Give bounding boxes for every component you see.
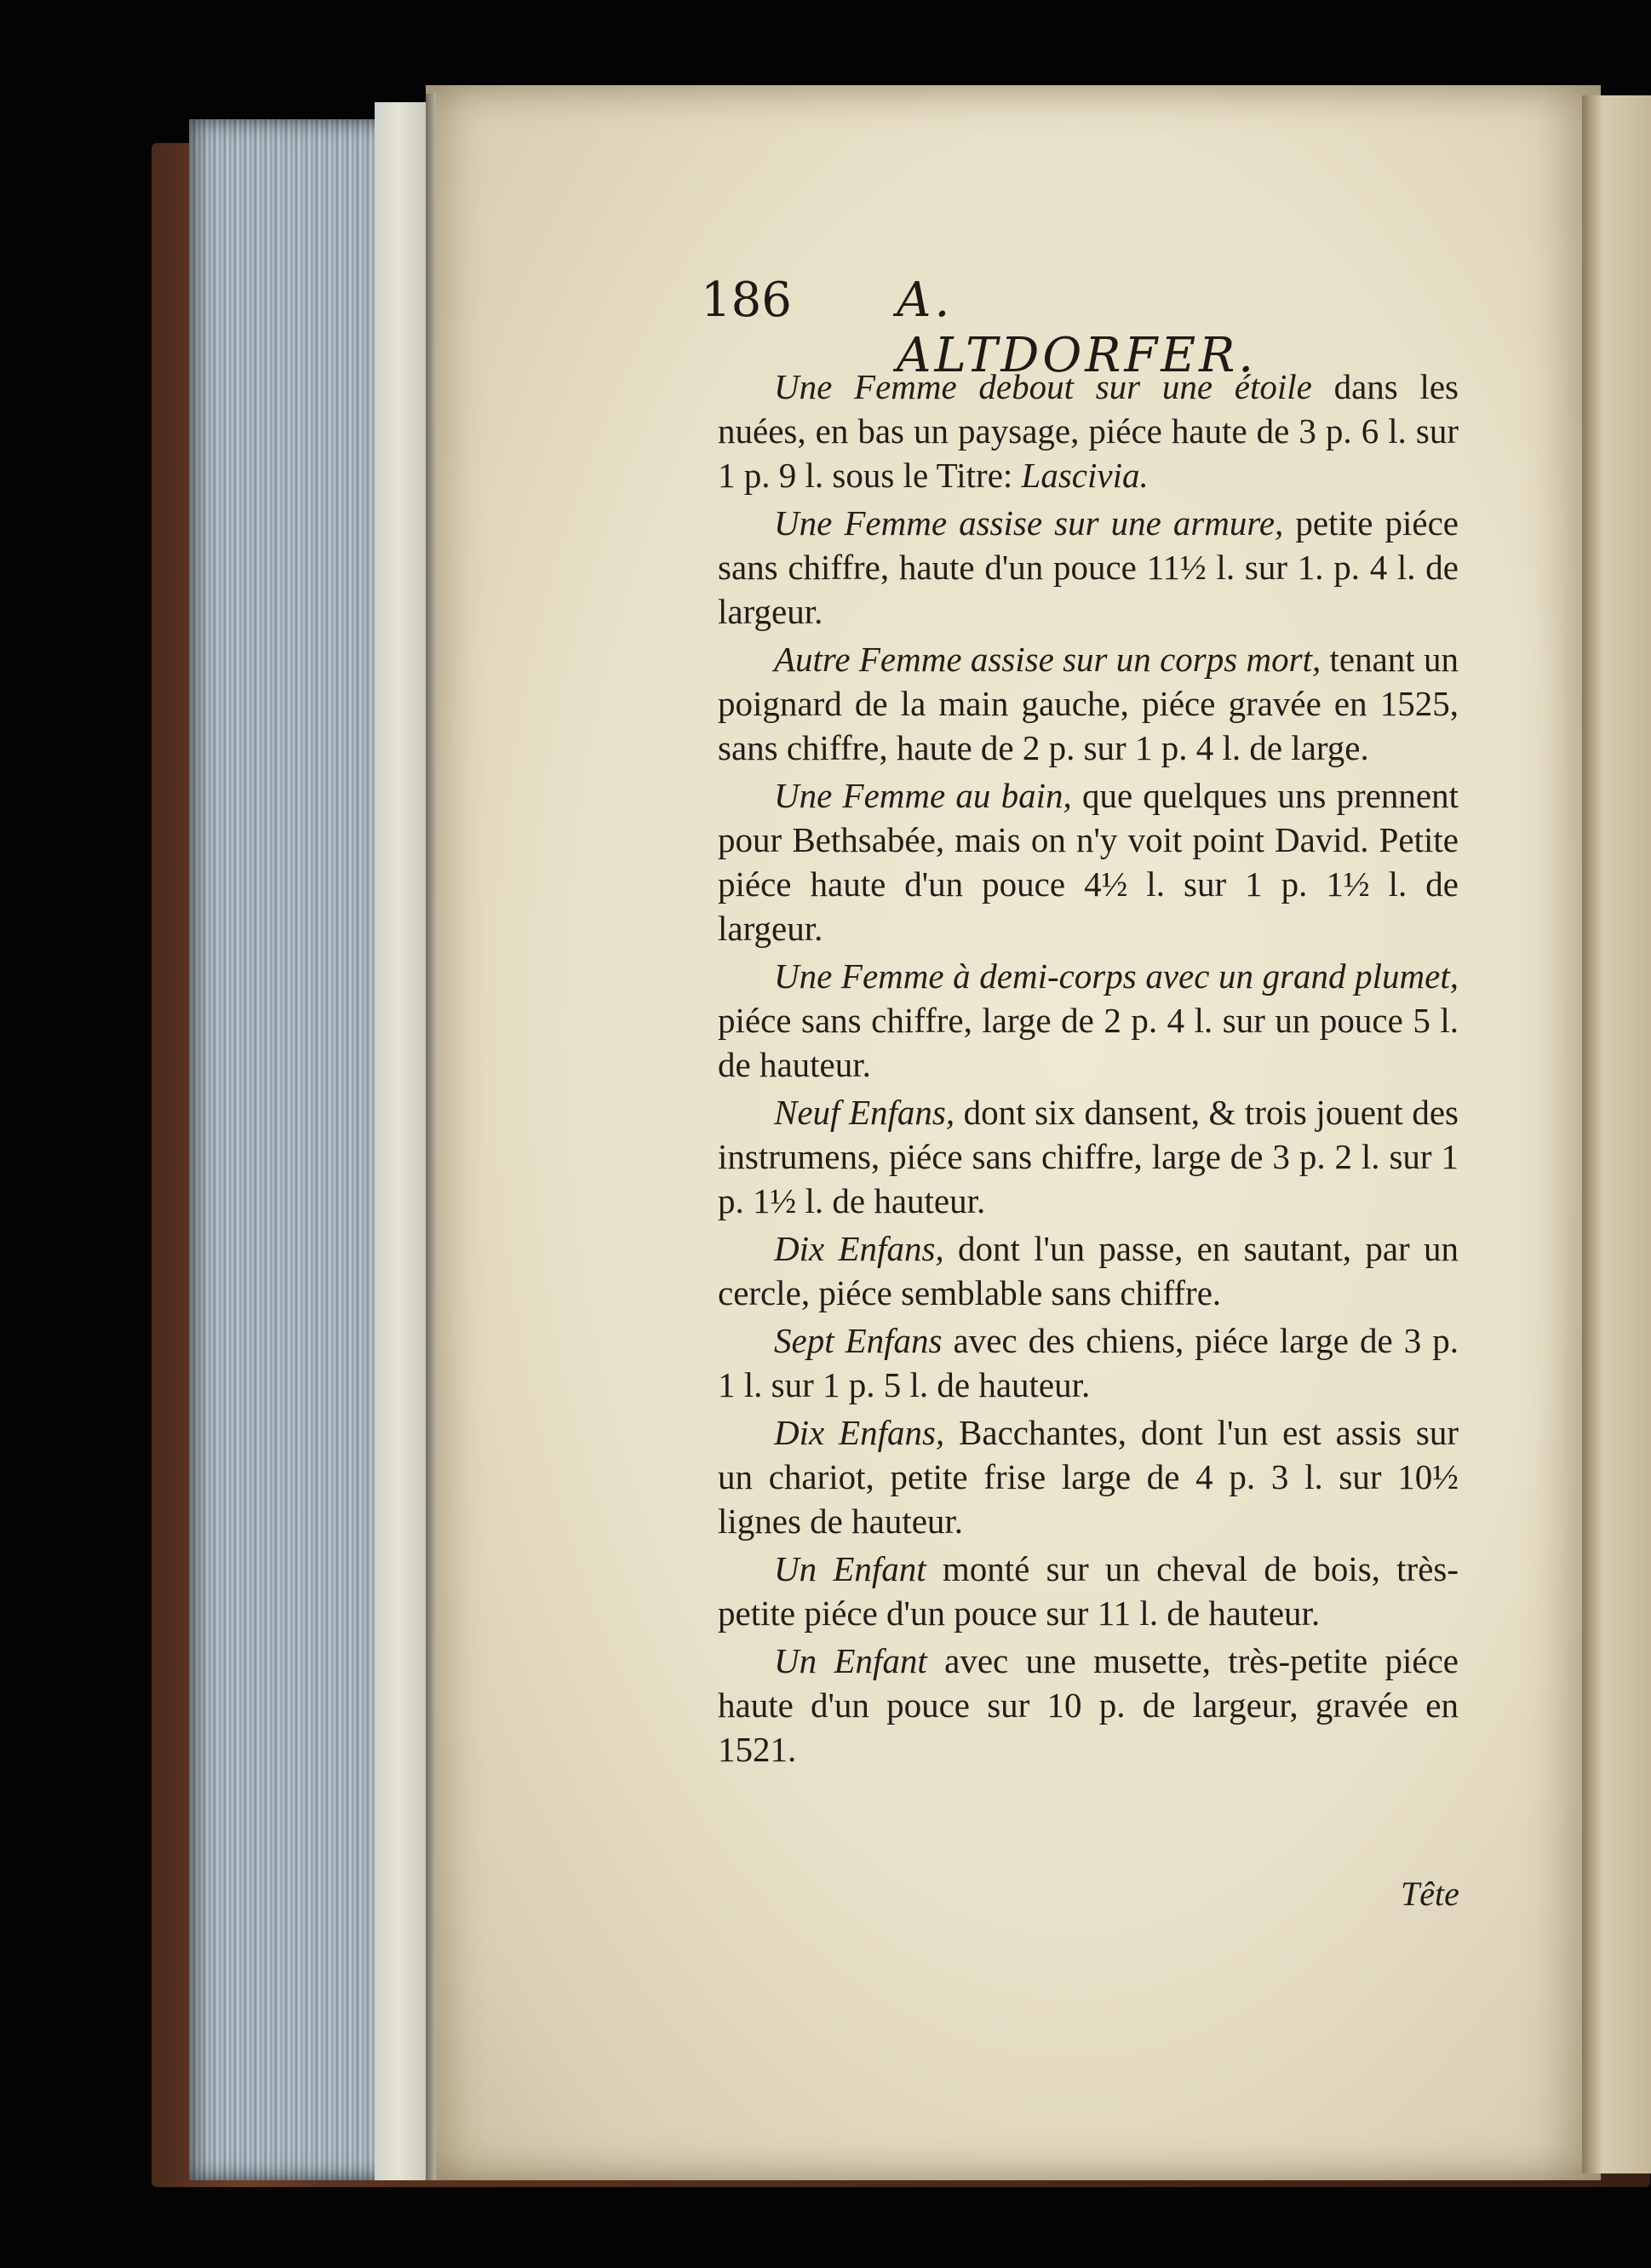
entry-text: monté sur un cheval de bois, très-petite piéce d'un pouce sur 11 l. de hauteur.	[718, 1549, 1459, 1633]
entry-title: Une Femme assise sur une armure,	[774, 503, 1284, 543]
catalog-entry	[718, 637, 1459, 770]
entry-text: Bacchantes, dont l'un est assis sur un chariot, petite frise large de 4 p. 3 l. sur 10½ lignes de hauteur.	[718, 1413, 1459, 1541]
catalog-entry	[718, 365, 1459, 497]
entry-text: que quelques uns prennent pour Bethsabée, mais on n'y voit point David. Petite piéce haute d'un pouce 4½ l. sur 1 p. 1½ l. de largeur.	[718, 776, 1459, 948]
catalog-entry	[718, 954, 1459, 1087]
entry-text: avec des chiens, piéce large de 3 p. 1 l. sur 1 p. 5 l. de hauteur.	[718, 1321, 1459, 1404]
catalog-entry	[718, 1318, 1459, 1407]
catalog-entry	[718, 1547, 1459, 1635]
entry-title: Autre Femme assise sur un corps mort,	[774, 640, 1321, 679]
catalog-entry	[718, 1090, 1459, 1223]
page-header	[701, 273, 1314, 383]
entry-title: Un Enfant	[774, 1641, 927, 1680]
catalog-entry	[718, 1639, 1459, 1771]
entry-title: Neuf Enfans,	[774, 1093, 955, 1132]
page-number: 186	[701, 273, 792, 328]
catalog-entry	[718, 1226, 1459, 1315]
entry-title: Dix Enfans,	[774, 1229, 944, 1268]
running-head: A. ALTDORFER.	[897, 273, 1258, 383]
entry-text: petite piéce sans chiffre, haute d'un pouce 11½ l. sur 1. p. 4 l. de largeur.	[718, 503, 1459, 631]
entry-title: Un Enfant	[774, 1549, 926, 1588]
entry-tail: Lascivia.	[1021, 456, 1149, 495]
catchword: Tête	[1401, 1875, 1459, 1913]
page-body	[718, 365, 1459, 1775]
entry-title: Une Femme au bain,	[774, 776, 1072, 815]
entry-text: dont six dansent, & trois jouent des instrumens, piéce sans chiffre, large de 3 p. 2 l. sur 1 p. 1½ l. de hauteur.	[718, 1093, 1459, 1220]
entry-text: tenant un poignard de la main gauche, piéce gravée en 1525, sans chiffre, haute de 2 p. sur 1 p. 4 l. de large.	[718, 640, 1459, 767]
entry-text: dont l'un passe, en sautant, par un cercle, piéce semblable sans chiffre.	[718, 1229, 1459, 1312]
catalog-entry	[718, 501, 1459, 634]
gutter	[426, 94, 436, 2180]
catalog-entry	[718, 1410, 1459, 1543]
entry-title: Une Femme debout sur une étoile	[774, 367, 1312, 406]
catalog-entry	[718, 773, 1459, 950]
entry-text: dans les nuées, en bas un paysage, piéce haute de 3 p. 6 l. sur 1 p. 9 l. sous le Titre:	[718, 367, 1459, 495]
entry-text: avec une musette, très-petite piéce haute d'un pouce sur 10 p. de largeur, gravée en 1521.	[718, 1641, 1459, 1769]
entry-title: Dix Enfans,	[774, 1413, 945, 1452]
facing-page-edge	[1582, 95, 1651, 2173]
entry-title: Une Femme à demi-corps avec un grand plumet,	[774, 956, 1459, 996]
entry-title: Sept Enfans	[774, 1321, 943, 1360]
entry-text: piéce sans chiffre, large de 2 p. 4 l. sur un pouce 5 l. de hauteur.	[718, 1001, 1459, 1084]
